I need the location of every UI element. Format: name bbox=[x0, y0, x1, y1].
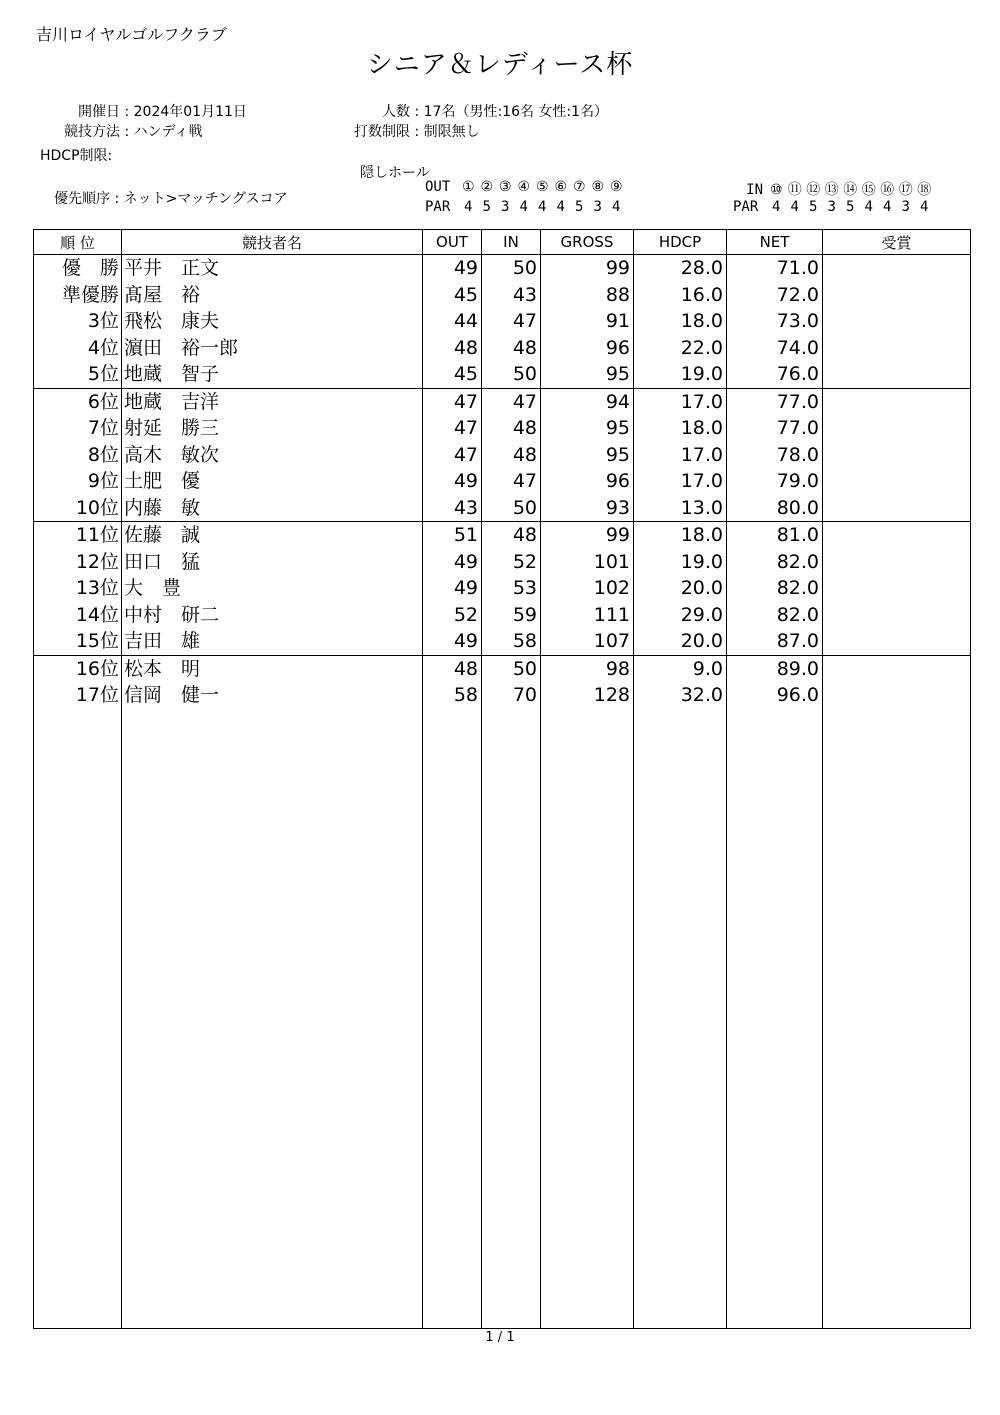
cell-name: 飛松 康夫 bbox=[122, 308, 423, 335]
cell-gross: 96 bbox=[541, 468, 634, 495]
priority-value: ネット>マッチングスコア bbox=[123, 191, 288, 207]
cell-in: 50 bbox=[482, 655, 541, 682]
cell-hdcp: 17.0 bbox=[634, 442, 727, 469]
out-par-row bbox=[425, 199, 626, 215]
cell-rank: 14位 bbox=[34, 602, 122, 629]
cell-in: 48 bbox=[482, 522, 541, 549]
out-hole: ⑧ bbox=[591, 179, 605, 195]
cell-hdcp: 17.0 bbox=[634, 468, 727, 495]
cell-name: 大 豊 bbox=[122, 575, 423, 602]
cell-gross: 98 bbox=[541, 655, 634, 682]
table-row bbox=[34, 282, 971, 309]
cell-out: 52 bbox=[423, 602, 482, 629]
out-hole: ⑥ bbox=[554, 179, 568, 195]
cell-net: 89.0 bbox=[727, 655, 823, 682]
method-label: 競技方法 bbox=[64, 124, 120, 140]
out-hole: ① bbox=[461, 179, 475, 195]
header-out: OUT bbox=[423, 230, 482, 255]
cell-award bbox=[823, 628, 971, 655]
cell-net: 77.0 bbox=[727, 388, 823, 415]
info-limit bbox=[330, 121, 480, 141]
table-row bbox=[34, 495, 971, 522]
cell-hdcp: 22.0 bbox=[634, 335, 727, 362]
cell-name: 髙屋 裕 bbox=[122, 282, 423, 309]
out-par: 4 bbox=[519, 199, 528, 215]
cell-hdcp: 18.0 bbox=[634, 522, 727, 549]
cell-name: 田口 猛 bbox=[122, 549, 423, 576]
cell-award bbox=[823, 549, 971, 576]
cell-gross: 99 bbox=[541, 255, 634, 282]
cell-hdcp: 28.0 bbox=[634, 255, 727, 282]
cell-rank: 15位 bbox=[34, 628, 122, 655]
in-par: 5 bbox=[846, 199, 855, 215]
in-hole: ⑯ bbox=[880, 182, 895, 198]
in-holes-row bbox=[733, 179, 934, 199]
cell-rank: 6位 bbox=[34, 388, 122, 415]
empty-cell bbox=[727, 709, 823, 1329]
cell-award bbox=[823, 468, 971, 495]
empty-cell bbox=[122, 709, 423, 1329]
cell-net: 76.0 bbox=[727, 361, 823, 388]
cell-hdcp: 18.0 bbox=[634, 308, 727, 335]
cell-net: 72.0 bbox=[727, 282, 823, 309]
in-hole: ⑭ bbox=[843, 182, 858, 198]
cell-net: 78.0 bbox=[727, 442, 823, 469]
cell-gross: 107 bbox=[541, 628, 634, 655]
cell-rank: 13位 bbox=[34, 575, 122, 602]
cell-in: 47 bbox=[482, 388, 541, 415]
out-hole: ⑨ bbox=[609, 179, 623, 195]
cell-gross: 102 bbox=[541, 575, 634, 602]
cell-award bbox=[823, 361, 971, 388]
cell-net: 79.0 bbox=[727, 468, 823, 495]
in-tag: IN bbox=[746, 182, 763, 198]
table-row bbox=[34, 415, 971, 442]
cell-in: 47 bbox=[482, 468, 541, 495]
empty-cell bbox=[423, 709, 482, 1329]
cell-out: 48 bbox=[423, 335, 482, 362]
cell-name: 射延 勝三 bbox=[122, 415, 423, 442]
cell-gross: 93 bbox=[541, 495, 634, 522]
cell-award bbox=[823, 655, 971, 682]
cell-out: 51 bbox=[423, 522, 482, 549]
table-filler-row bbox=[34, 709, 971, 1329]
header-in: IN bbox=[482, 230, 541, 255]
cell-name: 中村 研二 bbox=[122, 602, 423, 629]
out-par: 5 bbox=[482, 199, 491, 215]
cell-in: 58 bbox=[482, 628, 541, 655]
cell-hdcp: 19.0 bbox=[634, 361, 727, 388]
in-hole: ⑪ bbox=[787, 182, 802, 198]
empty-cell bbox=[482, 709, 541, 1329]
cell-in: 59 bbox=[482, 602, 541, 629]
cell-rank: 9位 bbox=[34, 468, 122, 495]
header-name: 競技者名 bbox=[122, 230, 423, 255]
table-row bbox=[34, 549, 971, 576]
in-hole: ⑮ bbox=[861, 182, 876, 198]
cell-out: 44 bbox=[423, 308, 482, 335]
header-award: 受賞 bbox=[823, 230, 971, 255]
cell-name: 内藤 敏 bbox=[122, 495, 423, 522]
cell-hdcp: 20.0 bbox=[634, 575, 727, 602]
cell-in: 50 bbox=[482, 255, 541, 282]
sep: : bbox=[114, 191, 120, 207]
cell-net: 82.0 bbox=[727, 549, 823, 576]
out-par: 4 bbox=[538, 199, 547, 215]
date-label: 開催日 bbox=[78, 104, 120, 120]
method-value: ハンディ戦 bbox=[133, 124, 203, 140]
cell-in: 52 bbox=[482, 549, 541, 576]
cell-net: 96.0 bbox=[727, 682, 823, 709]
club-name: 吉川ロイヤルゴルフクラブ bbox=[36, 25, 227, 44]
header-gross: GROSS bbox=[541, 230, 634, 255]
cell-in: 50 bbox=[482, 495, 541, 522]
cell-gross: 95 bbox=[541, 442, 634, 469]
out-holes-row bbox=[425, 179, 626, 195]
cell-hdcp: 20.0 bbox=[634, 628, 727, 655]
cell-award bbox=[823, 682, 971, 709]
table-row bbox=[34, 308, 971, 335]
date-value: 2024年01月11日 bbox=[133, 104, 247, 120]
out-par-tag: PAR bbox=[425, 199, 451, 215]
sep: : bbox=[124, 104, 130, 120]
hidden-holes-label: 隠しホール bbox=[360, 165, 430, 181]
cell-rank: 優 勝 bbox=[34, 255, 122, 282]
results-table bbox=[33, 229, 971, 1329]
cell-name: 土肥 優 bbox=[122, 468, 423, 495]
cell-award bbox=[823, 442, 971, 469]
cell-out: 49 bbox=[423, 255, 482, 282]
cell-gross: 99 bbox=[541, 522, 634, 549]
cell-rank: 準優勝 bbox=[34, 282, 122, 309]
in-par: 5 bbox=[809, 199, 818, 215]
in-hole: ⑩ bbox=[769, 182, 783, 198]
cell-net: 71.0 bbox=[727, 255, 823, 282]
out-hole: ⑤ bbox=[535, 179, 549, 195]
cell-out: 49 bbox=[423, 628, 482, 655]
cell-gross: 91 bbox=[541, 308, 634, 335]
cell-hdcp: 13.0 bbox=[634, 495, 727, 522]
players-value: 17名（男性:16名 女性:1名） bbox=[423, 104, 609, 120]
cell-rank: 3位 bbox=[34, 308, 122, 335]
table-row bbox=[34, 361, 971, 388]
table-row bbox=[34, 522, 971, 549]
cell-gross: 128 bbox=[541, 682, 634, 709]
header-net: NET bbox=[727, 230, 823, 255]
cell-out: 47 bbox=[423, 442, 482, 469]
cell-out: 45 bbox=[423, 282, 482, 309]
page-indicator: 1 / 1 bbox=[485, 1330, 515, 1345]
in-par: 4 bbox=[864, 199, 873, 215]
empty-cell bbox=[34, 709, 122, 1329]
info-players bbox=[330, 101, 608, 121]
header-hdcp: HDCP bbox=[634, 230, 727, 255]
cell-net: 73.0 bbox=[727, 308, 823, 335]
in-par: 4 bbox=[772, 199, 781, 215]
cell-name: 地蔵 吉洋 bbox=[122, 388, 423, 415]
out-hole: ② bbox=[480, 179, 494, 195]
cell-in: 70 bbox=[482, 682, 541, 709]
out-hole: ⑦ bbox=[572, 179, 586, 195]
cell-hdcp: 19.0 bbox=[634, 549, 727, 576]
cell-net: 87.0 bbox=[727, 628, 823, 655]
table-header-row bbox=[34, 230, 971, 255]
table-row bbox=[34, 442, 971, 469]
out-hole: ③ bbox=[498, 179, 512, 195]
out-par: 3 bbox=[593, 199, 602, 215]
players-label: 人数 bbox=[382, 104, 410, 120]
sep: : bbox=[107, 148, 113, 164]
in-hole: ⑬ bbox=[824, 182, 839, 198]
info-date bbox=[40, 101, 247, 121]
cell-hdcp: 17.0 bbox=[634, 388, 727, 415]
in-par: 3 bbox=[901, 199, 910, 215]
cell-out: 47 bbox=[423, 388, 482, 415]
cell-net: 74.0 bbox=[727, 335, 823, 362]
cell-name: 信岡 健一 bbox=[122, 682, 423, 709]
cell-net: 81.0 bbox=[727, 522, 823, 549]
table-row bbox=[34, 388, 971, 415]
cell-out: 47 bbox=[423, 415, 482, 442]
in-par-row bbox=[733, 199, 934, 215]
cell-in: 48 bbox=[482, 415, 541, 442]
info-priority bbox=[54, 188, 288, 208]
cell-award bbox=[823, 282, 971, 309]
table-row bbox=[34, 335, 971, 362]
cell-name: 地蔵 智子 bbox=[122, 361, 423, 388]
cell-award bbox=[823, 575, 971, 602]
cell-out: 58 bbox=[423, 682, 482, 709]
in-hole: ⑱ bbox=[917, 182, 932, 198]
table-row bbox=[34, 255, 971, 282]
in-par: 4 bbox=[790, 199, 799, 215]
empty-cell bbox=[634, 709, 727, 1329]
sep: : bbox=[414, 124, 420, 140]
cell-award bbox=[823, 255, 971, 282]
out-par: 3 bbox=[501, 199, 510, 215]
cell-hdcp: 18.0 bbox=[634, 415, 727, 442]
cell-rank: 7位 bbox=[34, 415, 122, 442]
in-par: 3 bbox=[827, 199, 836, 215]
cell-hdcp: 32.0 bbox=[634, 682, 727, 709]
cell-award bbox=[823, 388, 971, 415]
cell-name: 濵田 裕一郎 bbox=[122, 335, 423, 362]
cell-hdcp: 9.0 bbox=[634, 655, 727, 682]
cell-rank: 5位 bbox=[34, 361, 122, 388]
cell-hdcp: 16.0 bbox=[634, 282, 727, 309]
empty-cell bbox=[541, 709, 634, 1329]
cell-gross: 96 bbox=[541, 335, 634, 362]
cell-rank: 4位 bbox=[34, 335, 122, 362]
out-hole: ④ bbox=[517, 179, 531, 195]
cell-net: 82.0 bbox=[727, 575, 823, 602]
cell-out: 43 bbox=[423, 495, 482, 522]
cell-name: 佐藤 誠 bbox=[122, 522, 423, 549]
cell-gross: 111 bbox=[541, 602, 634, 629]
cell-award bbox=[823, 522, 971, 549]
sep: : bbox=[414, 104, 420, 120]
table-row bbox=[34, 655, 971, 682]
cell-award bbox=[823, 602, 971, 629]
cell-name: 吉田 雄 bbox=[122, 628, 423, 655]
info-hdcp bbox=[40, 145, 112, 165]
in-hole: ⑰ bbox=[898, 182, 913, 198]
hdcp-label: HDCP制限 bbox=[40, 148, 108, 164]
cell-gross: 94 bbox=[541, 388, 634, 415]
out-par: 5 bbox=[575, 199, 584, 215]
sep: : bbox=[124, 124, 130, 140]
cell-in: 43 bbox=[482, 282, 541, 309]
page-title: シニア＆レディース杯 bbox=[366, 50, 634, 80]
out-tag: OUT bbox=[425, 179, 451, 195]
header-rank: 順 位 bbox=[34, 230, 122, 255]
cell-hdcp: 29.0 bbox=[634, 602, 727, 629]
in-hole: ⑫ bbox=[806, 182, 821, 198]
out-par: 4 bbox=[464, 199, 473, 215]
limit-value: 制限無し bbox=[423, 124, 480, 140]
cell-out: 49 bbox=[423, 549, 482, 576]
cell-out: 45 bbox=[423, 361, 482, 388]
table-row bbox=[34, 575, 971, 602]
table-row bbox=[34, 628, 971, 655]
in-par-tag: PAR bbox=[733, 199, 759, 215]
cell-out: 49 bbox=[423, 468, 482, 495]
empty-cell bbox=[823, 709, 971, 1329]
priority-label: 優先順序 bbox=[54, 191, 110, 207]
out-par: 4 bbox=[612, 199, 621, 215]
table-row bbox=[34, 468, 971, 495]
cell-in: 48 bbox=[482, 335, 541, 362]
info-method bbox=[40, 121, 203, 141]
cell-net: 77.0 bbox=[727, 415, 823, 442]
limit-label: 打数制限 bbox=[354, 124, 410, 140]
cell-in: 47 bbox=[482, 308, 541, 335]
in-par: 4 bbox=[920, 199, 929, 215]
cell-rank: 12位 bbox=[34, 549, 122, 576]
cell-award bbox=[823, 495, 971, 522]
cell-award bbox=[823, 415, 971, 442]
cell-gross: 101 bbox=[541, 549, 634, 576]
cell-net: 80.0 bbox=[727, 495, 823, 522]
in-par: 4 bbox=[883, 199, 892, 215]
cell-gross: 88 bbox=[541, 282, 634, 309]
cell-gross: 95 bbox=[541, 361, 634, 388]
table-row bbox=[34, 682, 971, 709]
cell-name: 松本 明 bbox=[122, 655, 423, 682]
cell-award bbox=[823, 335, 971, 362]
out-par: 4 bbox=[556, 199, 565, 215]
cell-in: 48 bbox=[482, 442, 541, 469]
cell-in: 53 bbox=[482, 575, 541, 602]
table-row bbox=[34, 602, 971, 629]
cell-rank: 10位 bbox=[34, 495, 122, 522]
cell-gross: 95 bbox=[541, 415, 634, 442]
cell-out: 49 bbox=[423, 575, 482, 602]
cell-rank: 8位 bbox=[34, 442, 122, 469]
cell-name: 高木 敏次 bbox=[122, 442, 423, 469]
cell-rank: 11位 bbox=[34, 522, 122, 549]
cell-name: 平井 正文 bbox=[122, 255, 423, 282]
cell-in: 50 bbox=[482, 361, 541, 388]
cell-award bbox=[823, 308, 971, 335]
cell-out: 48 bbox=[423, 655, 482, 682]
cell-net: 82.0 bbox=[727, 602, 823, 629]
cell-rank: 17位 bbox=[34, 682, 122, 709]
cell-rank: 16位 bbox=[34, 655, 122, 682]
